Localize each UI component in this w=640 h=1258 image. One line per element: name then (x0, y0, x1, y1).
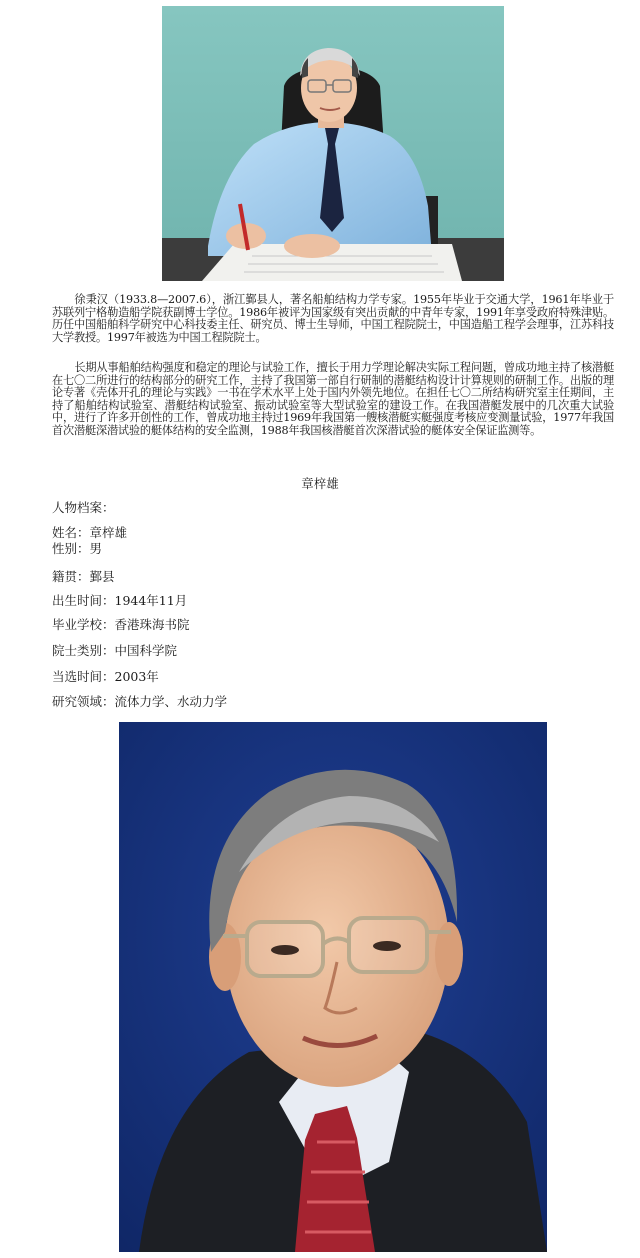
profile-name: 姓名：章梓雄 (52, 525, 128, 540)
person-name-heading: 章梓雄 (301, 476, 339, 491)
profile-school: 毕业学校：香港珠海书院 (52, 617, 190, 632)
profile-academy: 院士类别：中国科学院 (52, 643, 178, 658)
profile-gender: 性别：男 (52, 541, 103, 556)
profile-elected-year: 当选时间：2003年 (52, 669, 159, 684)
profile-native-place: 籍贯：鄞县 (52, 569, 115, 584)
portrait-photo-zhang-zixiong (119, 722, 547, 1252)
biography-paragraph-1: 徐秉汉（1933.8—2007.6），浙江鄞县人，著名船舶结构力学专家。1955年毕业于交通大学，1961年毕业于苏联列宁格勒造船学院获副博士学位。1986年被评为国家级有突出贡献的中青年专家，1991年享受政府特殊津贴。历任中国船舶科学研究中心科技委主任、研究员、博士生导师，中国工程院院士，中国造船工程学会理事，江苏科技大学教授。1997年被选为中国工程院院士。 (52, 293, 614, 344)
profile-research-field: 研究领域：流体力学、水动力学 (52, 694, 228, 709)
profile-section-label: 人物档案： (52, 500, 115, 515)
biography-paragraph-2: 长期从事船舶结构强度和稳定的理论与试验工作，擅长于用力学理论解决实际工程问题，曾成功地主持了核潜艇在七〇二所进行的结构部分的研究工作，主持了我国第一部自行研制的潜艇结构设计计算规则的研制工作。出版的理论专著《壳体开孔的理论与实践》一书在学术水平上处于国内外领先地位。在担任七〇二所结构研究室主任期间，主持了船舶结构试验室、潜艇结构试验室、振动试验室等大型试验室的建设工作。在我国潜艇发展中的几次重大试验中，进行了许多开创性的工作，曾成功地主持过1969年我国第一艘核潜艇实艇强度考核应变测量试验，1977年我国首次潜艇深潜试验的艇体结构的安全监测，1988年我国核潜艇首次深潜试验的艇体安全保证监测等。 (52, 361, 614, 437)
portrait-photo-xu-binghan (162, 6, 504, 281)
profile-birth-date: 出生时间：1944年11月 (52, 593, 188, 608)
